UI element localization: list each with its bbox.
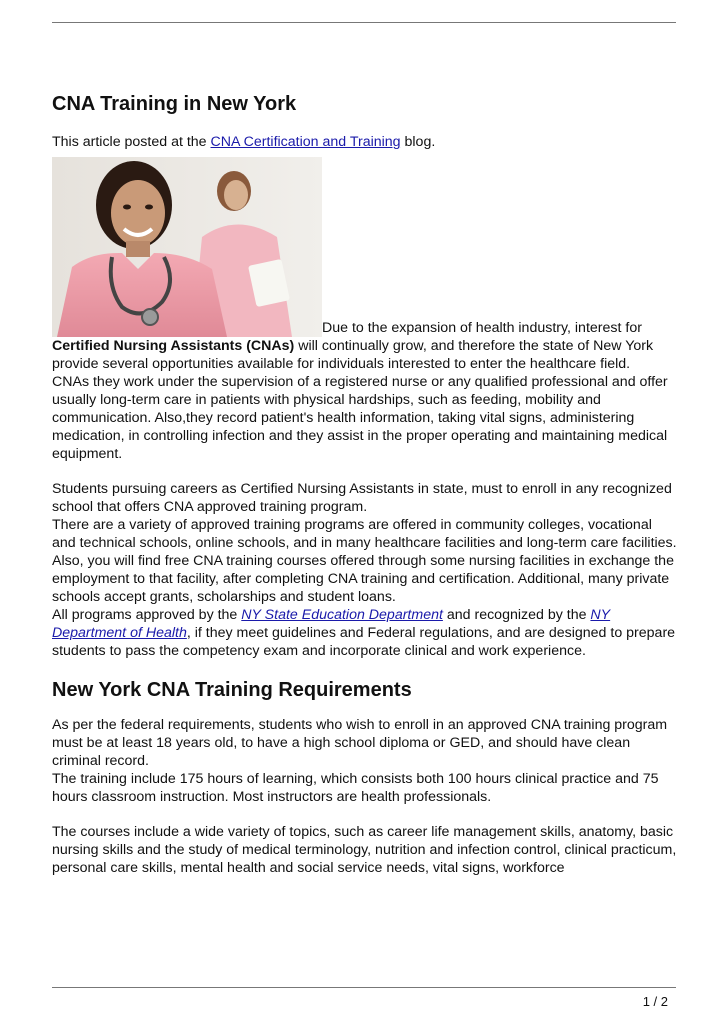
cna-term: Certified Nursing Assistants (CNAs) — [52, 338, 295, 354]
paragraph-topics: The courses include a wide variety of topics, such as career life management skills, anatomy, basic nursing skills and the study of medical terminology, nutrition and infection control, clinical practicum, personal care skills, mental health and social service needs, vital signs, workforce — [52, 824, 677, 876]
article-body — [52, 92, 678, 877]
footer-rule — [52, 987, 676, 988]
paragraph-enroll: Students pursuing careers as Certified Nursing Assistants in state, must to enroll in any recognized school that offers CNA approved training program. — [52, 481, 672, 515]
paragraph-duties: CNAs they work under the supervision of a registered nurse or any qualified professional and offer usually long-term care in patients with physical hardships, such as feeding, mobility and communication. Also,they record patient's health information, taking vital signs, administering medication, in controlling infection and they assist in the proper operating and maintaining medical equipment. — [52, 374, 668, 462]
nurses-photo — [52, 157, 322, 337]
photo-container — [52, 157, 678, 337]
paragraph-hours: The training include 175 hours of learning, which consists both 100 hours clinical practice and 75 hours classroom instruction. Most instructors are health professionals. — [52, 771, 659, 805]
paragraph-federal: As per the federal requirements, students who wish to enroll in an approved CNA training program must be at least 18 years old, to have a high school diploma or GED, and should have clean criminal record. — [52, 717, 668, 769]
ny-health-link[interactable]: NY Department of Health — [52, 607, 611, 641]
nurses-photo-icon — [52, 157, 322, 337]
page-title: CNA Training in New York — [52, 93, 297, 115]
page-number: 1 / 2 — [642, 994, 668, 1009]
section-heading-requirements: New York CNA Training Requirements — [52, 679, 412, 701]
blog-link[interactable]: CNA Certification and Training — [210, 134, 401, 150]
paragraph-free-courses: Also, you will find free CNA training courses offered through some nursing facilities in exchange the employment to that facility, after completing CNA training and certification. Additional, many private schools accept grants, scholarships and student loans. — [52, 553, 674, 605]
paragraph-approval: All programs approved by the NY State Education Department and recognized by the NY Department of Health, if they meet guidelines and Federal regulations, and are designed to prepare students to pass the competency exam and incorporate clinical and work experience. — [52, 607, 676, 659]
paragraph-programs: There are a variety of approved training programs are offered in community colleges, vocational and technical schools, online schools, and in many healthcare facilities and long-term care facilities. — [52, 517, 677, 551]
ny-education-link[interactable]: NY State Education Department — [241, 607, 443, 623]
intro-line: This article posted at the CNA Certification and Training blog. — [52, 134, 436, 150]
paragraph-intro: Due to the expansion of health industry, interest for Certified Nursing Assistants (CNAs) will continually grow, and therefore the state of New York provide several opportunities available for individuals interested to enter the healthcare field. — [52, 320, 654, 372]
header-rule — [52, 22, 676, 23]
